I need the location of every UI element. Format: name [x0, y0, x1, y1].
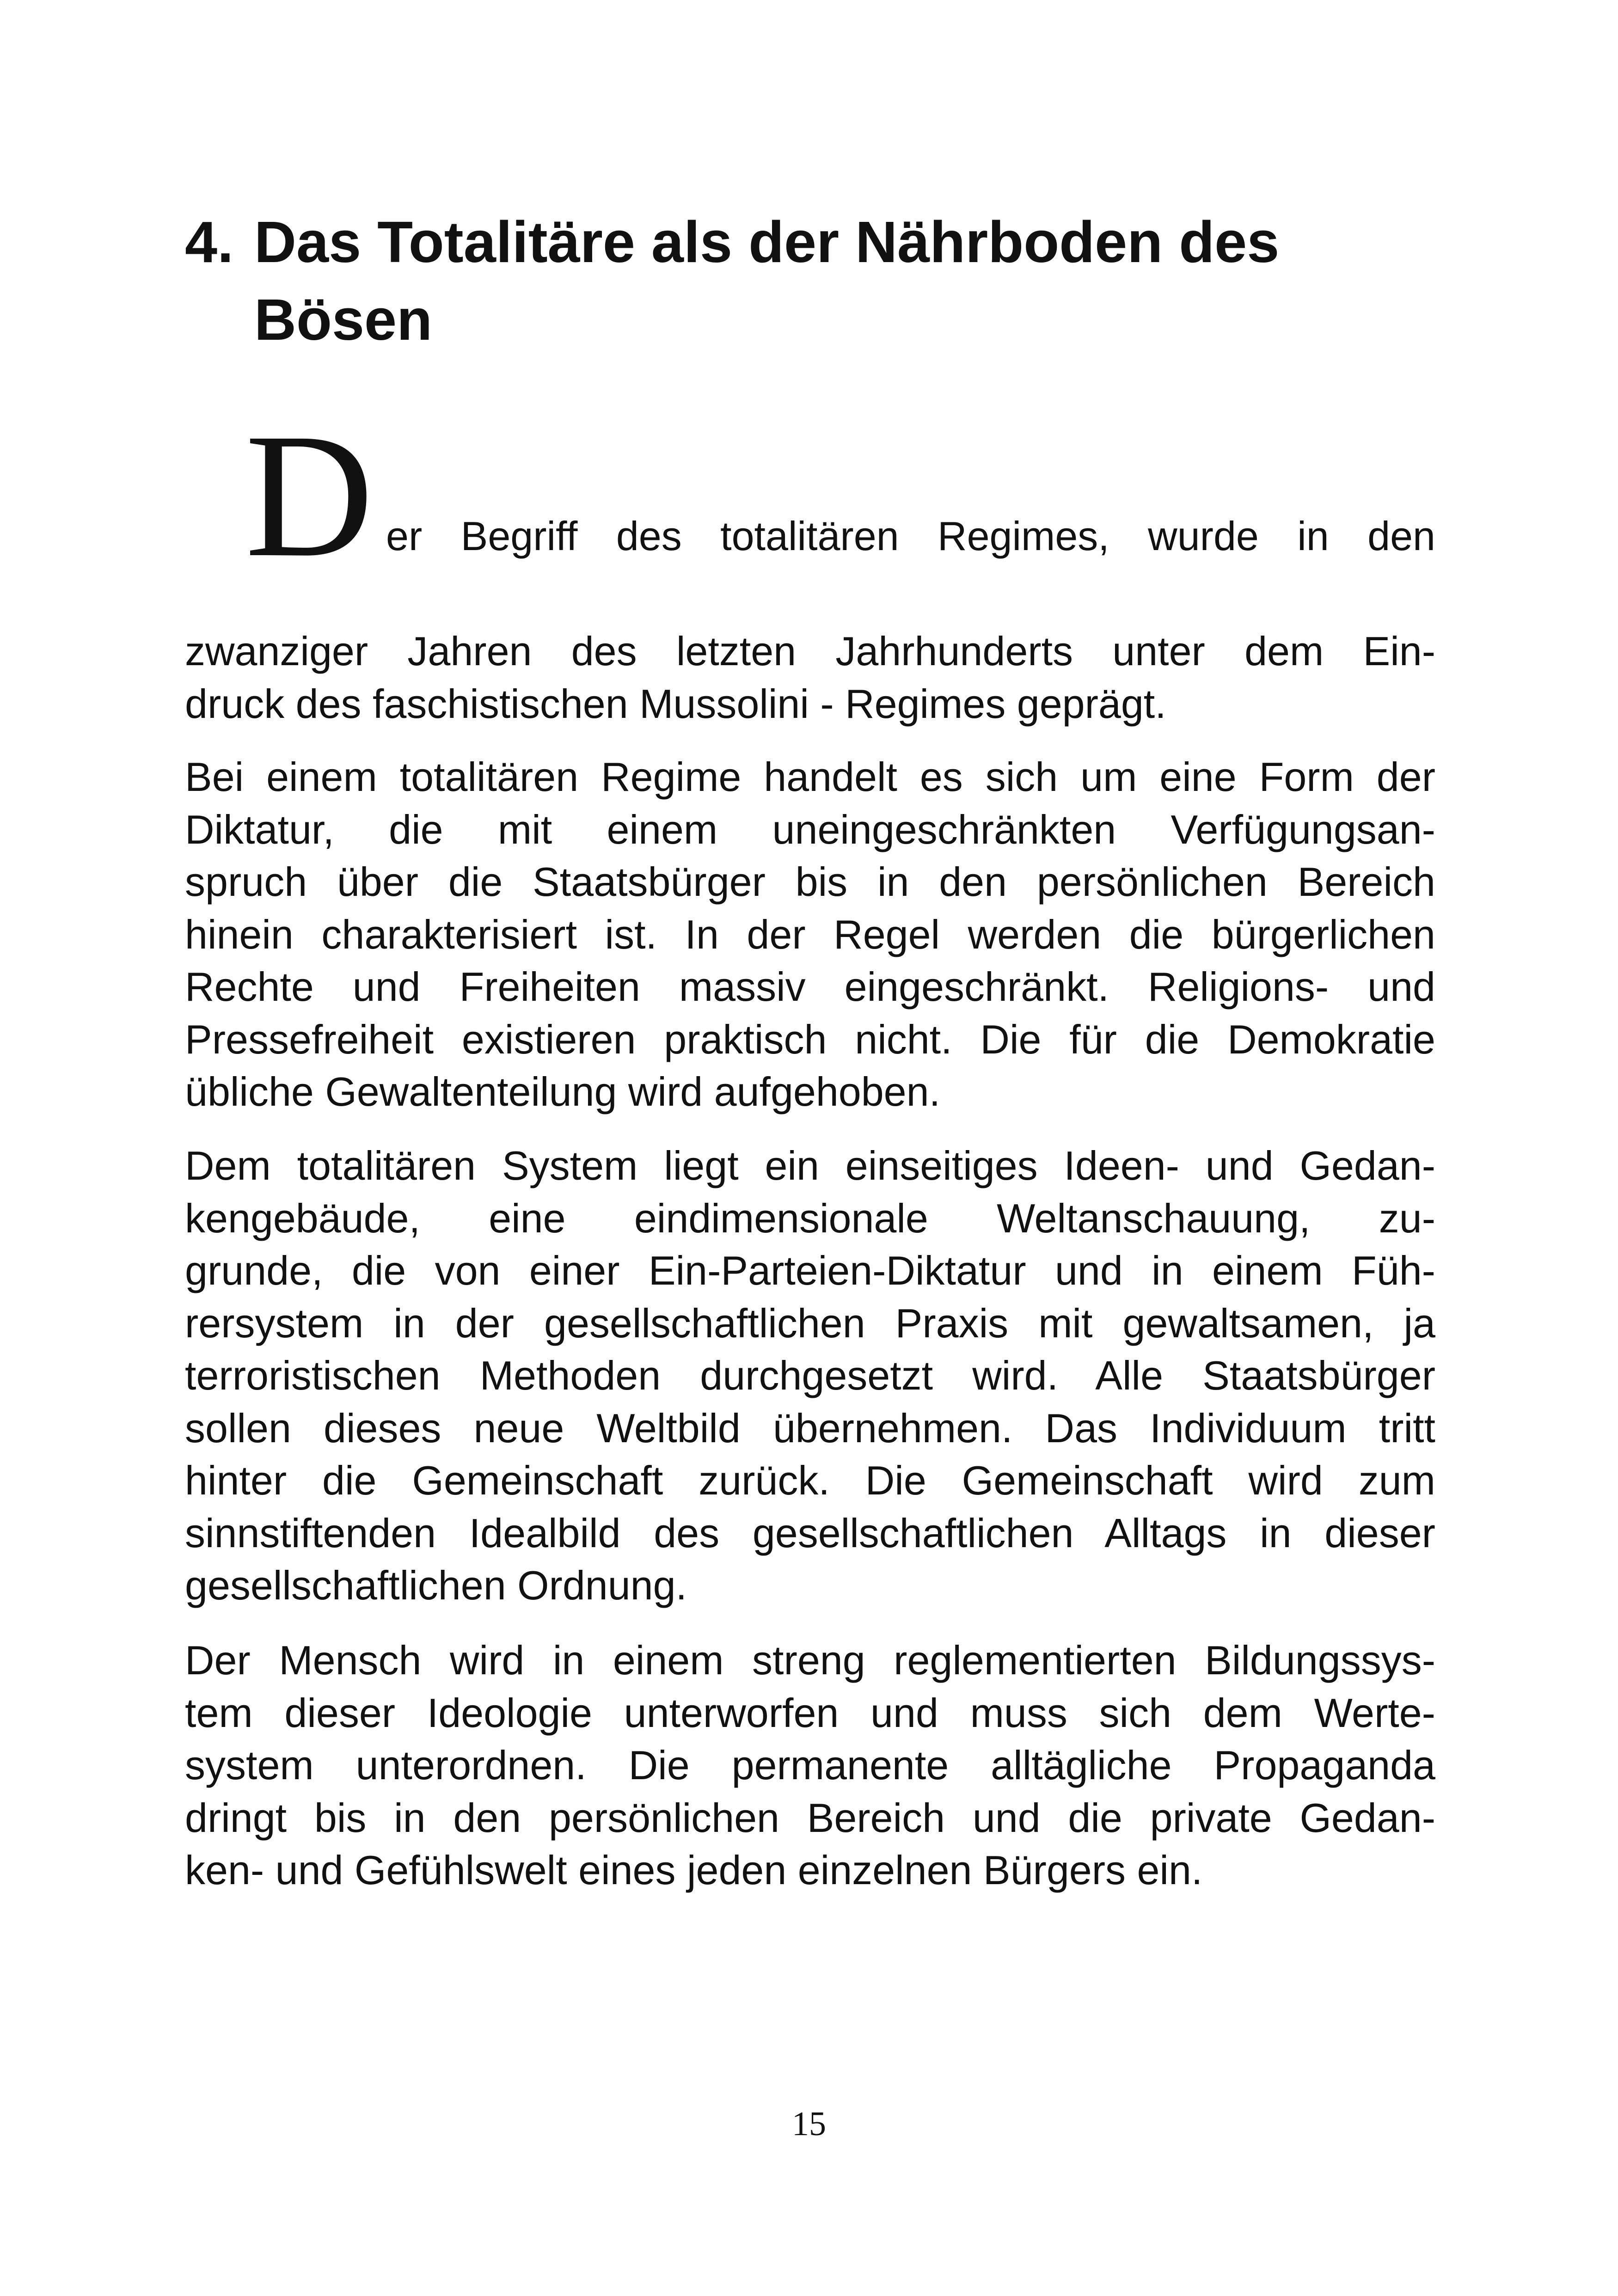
text-line: rersystem in der gesellschaftlichen Praxis mit gewaltsamen, ja	[185, 1300, 1435, 1346]
text-line: zwanziger Jahren des letzten Jahrhunderts unter dem Ein-	[185, 628, 1435, 674]
text-line: Dem totalitären System liegt ein einseitiges Ideen- und Gedan-	[185, 1143, 1435, 1188]
text-line: kengebäude, eine eindimensionale Weltanschauung, zu-	[185, 1195, 1435, 1241]
text-line: Diktatur, die mit einem uneingeschränkten Verfügungsan-	[185, 806, 1435, 852]
text-line: sollen dieses neue Weltbild übernehmen. Das Individuum tritt	[185, 1405, 1435, 1451]
text-line: dringt bis in den persönlichen Bereich und die private Gedan-	[185, 1794, 1435, 1841]
text-line: Pressefreiheit existieren praktisch nicht. Die für die Demokratie	[185, 1016, 1435, 1062]
text-line: Der Mensch wird in einem streng reglementierten Bildungssys-	[185, 1637, 1435, 1683]
page-number: 15	[792, 2105, 826, 2143]
text-line: übliche Gewaltenteilung wird aufgehoben.	[185, 1069, 941, 1114]
text-line: terroristischen Methoden durchgesetzt wird. Alle Staatsbürger	[185, 1353, 1435, 1398]
text-line: system unterordnen. Die permanente alltägliche Propaganda	[185, 1742, 1435, 1788]
text-line: grunde, die von einer Ein-Parteien-Diktatur und in einem Füh-	[185, 1248, 1435, 1293]
paragraph-1	[185, 625, 1435, 730]
paragraph-2	[185, 751, 1435, 1118]
text-line: gesellschaftlichen Ordnung.	[185, 1562, 687, 1608]
text-line: druck des faschistischen Mussolini - Regimes geprägt.	[185, 680, 1166, 727]
chapter-title-line-2: Bösen	[254, 287, 433, 352]
paragraph-4	[185, 1634, 1435, 1897]
text-line: spruch über die Staatsbürger bis in den persönlichen Bereich	[185, 859, 1435, 905]
drop-cap: D	[245, 397, 374, 594]
chapter-number: 4.	[185, 209, 234, 275]
text-line: Bei einem totalitären Regime handelt es sich um eine Form der	[185, 754, 1435, 800]
text-line: sinnstiftenden Idealbild des gesellschaftlichen Alltags in dieser	[185, 1510, 1435, 1556]
chapter-title-line-1: Das Totalitäre als der Nährboden des	[254, 209, 1280, 275]
text-line: tem dieser Ideologie unterworfen und muss sich dem Werte-	[185, 1690, 1435, 1736]
text-line: hinein charakterisiert ist. In der Regel werden die bürgerlichen	[185, 911, 1435, 957]
text-line: Rechte und Freiheiten massiv eingeschränkt. Religions- und	[185, 964, 1435, 1010]
first-line-after-drop-cap: er Begriff des totalitären Regimes, wurde in den	[386, 513, 1435, 559]
paragraph-3	[185, 1139, 1435, 1612]
text-line: ken- und Gefühlswelt eines jeden einzelnen Bürgers ein.	[185, 1847, 1203, 1893]
text-line: hinter die Gemeinschaft zurück. Die Gemeinschaft wird zum	[185, 1457, 1435, 1503]
